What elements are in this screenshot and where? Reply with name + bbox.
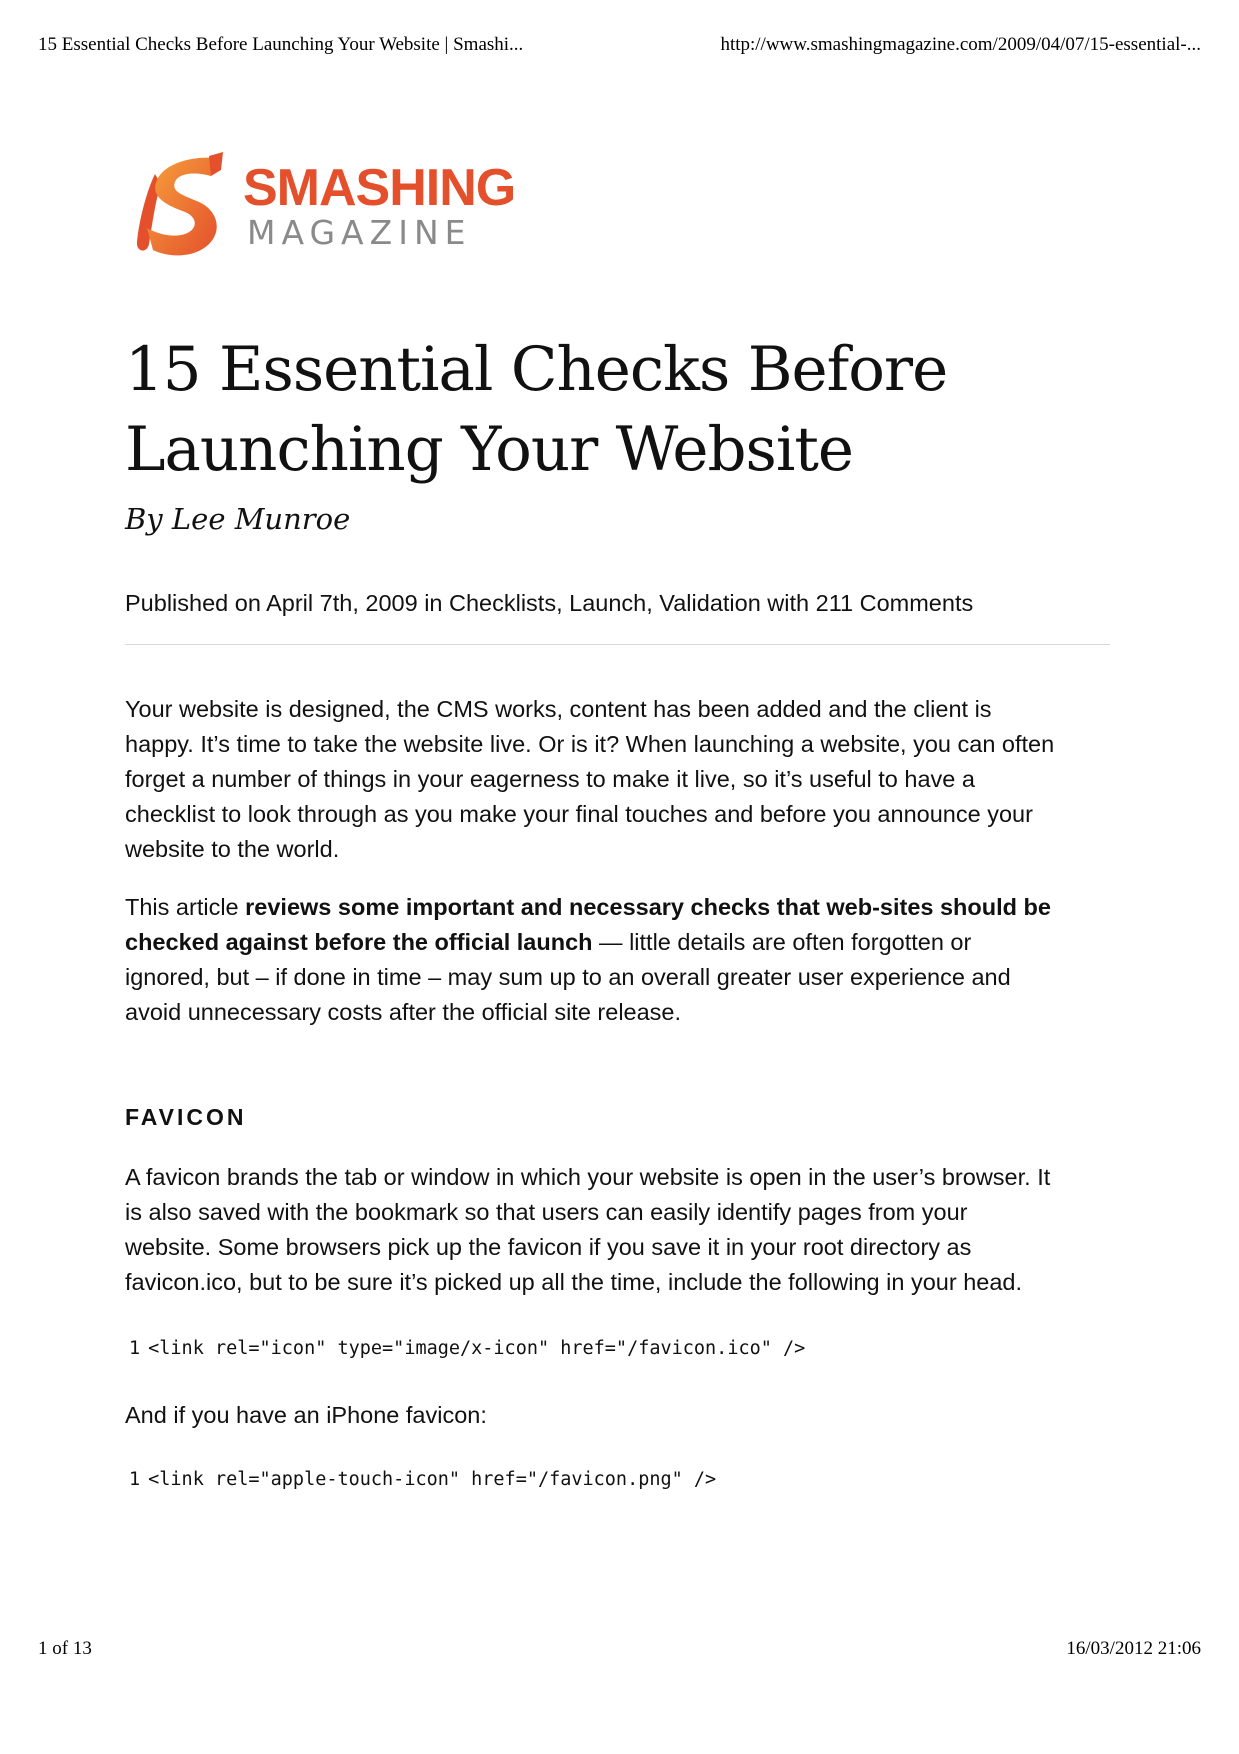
intro-paragraph: Your website is designed, the CMS works, content has been added and the client is happy. It’s time to take the website live. Or is it? When launching a website, you can often forget a number of things in your eagerness to make it live, so it’s useful to have a checklist to look through as you make your final touches and before you announce your website to the world. — [125, 696, 1055, 862]
code-line-number: 1 — [129, 1338, 141, 1359]
article-title-line-1: 15 Essential Checks Before — [125, 334, 948, 405]
code-text: <link rel="apple-touch-icon" href="/favicon.png" /> — [148, 1469, 717, 1490]
code-snippet-favicon[interactable] — [129, 1338, 805, 1359]
article-title-line-2: Launching Your Website — [125, 414, 853, 485]
smashing-magazine-logo[interactable] — [125, 150, 515, 262]
section-heading-favicon: FAVICON — [125, 1104, 247, 1130]
page-count: 1 of 13 — [38, 1638, 92, 1659]
logo-text — [243, 161, 515, 251]
print-header-url: http://www.smashingmagazine.com/2009/04/07/15-essential-... — [720, 34, 1201, 55]
code-text: <link rel="icon" type="image/x-icon" href="/favicon.ico" /> — [148, 1338, 806, 1359]
article-meta: Published on April 7th, 2009 in Checklists, Launch, Validation with 211 Comments — [125, 590, 974, 616]
favicon-paragraph: A favicon brands the tab or window in which your website is open in the user’s browser. It is also saved with the bookmark so that users can easily identify pages from your website. Some browsers pick up the favicon if you save it in your root directory as favicon.ico, but to be sure it’s picked up all the time, include the following in your head. — [125, 1164, 1051, 1295]
print-header — [38, 34, 1201, 56]
article-title — [125, 330, 947, 490]
code-snippet-apple-touch-icon[interactable] — [129, 1469, 716, 1490]
meta-divider — [125, 644, 1110, 645]
smashing-s-logo-icon — [125, 150, 233, 262]
print-header-title: 15 Essential Checks Before Launching Your Website | Smashi... — [38, 34, 524, 55]
code-line-number: 1 — [129, 1469, 141, 1490]
print-timestamp: 16/03/2012 21:06 — [1066, 1638, 1201, 1659]
article-byline[interactable]: By Lee Munroe — [125, 502, 351, 536]
print-footer — [38, 1638, 1201, 1660]
summary-emphasis: reviews some important and necessary checks that web-sites should be — [245, 894, 1051, 920]
logo-wordmark: SMASHING — [243, 159, 516, 217]
summary-emphasis-cont: checked against before the official launch — [125, 929, 593, 955]
iphone-favicon-paragraph: And if you have an iPhone favicon: — [125, 1402, 487, 1428]
summary-paragraph: This article reviews some important and necessary checks that web-sites should be checked against before the official launch — little details are often forgotten or ignored, but – if done in time – may sum up to an overall greater user experience and avoid unnecessary costs after the official site release. — [125, 894, 1051, 1025]
logo-subtitle: MAGAZINE — [247, 213, 472, 252]
